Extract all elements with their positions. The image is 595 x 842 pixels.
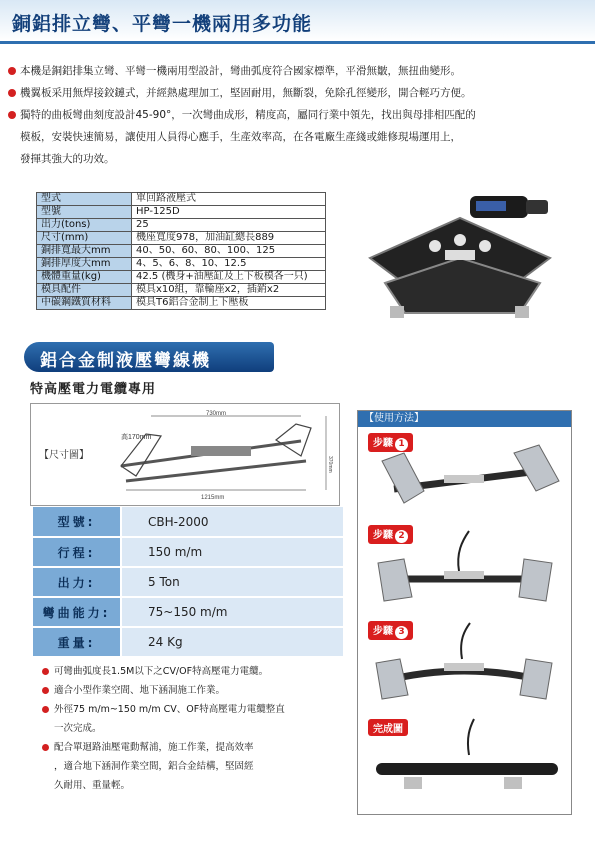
spec-key: 型號: bbox=[33, 507, 121, 537]
spec-table-cbh2000 bbox=[33, 507, 343, 658]
feature-list bbox=[6, 60, 591, 170]
spec-row bbox=[37, 245, 326, 258]
spec-value: 5 Ton bbox=[121, 567, 343, 597]
spec-row bbox=[37, 232, 326, 245]
feature-item-continued: 模板，安裝快速簡易，讓使用人員得心應手，生產效率高，在各電廠生產綫或維修現場運用上， bbox=[20, 131, 461, 143]
roller-bracket-shape bbox=[520, 659, 552, 699]
spec-row bbox=[37, 206, 326, 219]
feature-item: 適合小型作業空間、地下涵洞施工作業。 bbox=[40, 681, 340, 700]
spec-key: 重量: bbox=[33, 627, 121, 657]
pin-shape bbox=[429, 240, 441, 252]
step-badge: 步驟 3 bbox=[368, 621, 413, 640]
foot-shape bbox=[515, 306, 529, 318]
spec-key: 型式 bbox=[37, 193, 132, 206]
spec-row bbox=[37, 271, 326, 284]
spec-key: 中碳鋼鐵質材料 bbox=[37, 297, 132, 310]
feature-item-continued: 久耐用、重量輕。 bbox=[54, 780, 131, 791]
feature-item-continued: 一次完成。 bbox=[54, 723, 102, 734]
spec-key: 模具配件 bbox=[37, 284, 132, 297]
spec-row bbox=[33, 537, 343, 567]
spec-row bbox=[33, 627, 343, 657]
feature-item: 配合單迴路油壓電動幫浦，施工作業，提高效率 bbox=[40, 738, 340, 757]
spec-value: HP-125D bbox=[132, 206, 326, 219]
spec-key: 出力: bbox=[33, 567, 121, 597]
step-2 bbox=[364, 523, 566, 609]
cable-shape bbox=[384, 671, 546, 681]
cylinder-label-shape bbox=[476, 201, 506, 211]
feature-item-continued: 發揮其強大的功效。 bbox=[20, 153, 115, 165]
frame-bar-shape bbox=[126, 461, 306, 481]
bullet-dot-icon bbox=[42, 744, 49, 751]
dim-length-text: 1215mm bbox=[201, 495, 225, 501]
step-3 bbox=[364, 619, 566, 705]
bender-machine-image bbox=[350, 188, 575, 328]
feature-item-continued: ，適合地下涵洞作業空間，鋁合金結構，堅固經 bbox=[54, 761, 254, 772]
step-complete bbox=[364, 717, 566, 803]
bullet-dot-icon bbox=[42, 687, 49, 694]
spec-key: 行程: bbox=[33, 537, 121, 567]
die-block-shape bbox=[445, 250, 475, 260]
feature-item: 可彎曲弧度長1.5M以下之CV/OF特高壓電力電纜。 bbox=[40, 662, 340, 681]
dim-width-text: 730mm bbox=[206, 411, 227, 417]
spec-row bbox=[33, 597, 343, 627]
dimension-drawing bbox=[91, 406, 339, 504]
roller-bracket-shape bbox=[276, 424, 311, 456]
feature-list-2 bbox=[40, 662, 340, 795]
spec-row bbox=[37, 297, 326, 310]
spec-key: 出力(tons) bbox=[37, 219, 132, 232]
roller-bracket-shape bbox=[378, 559, 412, 601]
step-badge: 完成圖 bbox=[368, 719, 408, 736]
spec-value: 24 Kg bbox=[121, 627, 343, 657]
step-badge: 步驟 2 bbox=[368, 525, 413, 544]
spec-value: 42.5 (機身+油壓缸及上下板模各一只) bbox=[132, 271, 326, 284]
bullet-dot-icon bbox=[8, 111, 16, 119]
spec-row bbox=[33, 507, 343, 537]
bullet-dot-icon bbox=[42, 668, 49, 675]
spec-key: 銅排寬最大mm bbox=[37, 245, 132, 258]
spec-key: 機體重量(kg) bbox=[37, 271, 132, 284]
section-title: 鋁合金制液壓彎線機 bbox=[40, 351, 211, 371]
dim-height-text: 高170mm bbox=[121, 434, 152, 441]
spec-row bbox=[37, 193, 326, 206]
hose-shape bbox=[468, 719, 474, 755]
bullet-dot-icon bbox=[42, 706, 49, 713]
spec-value: 模具T6鋁合金制上下壓板 bbox=[132, 297, 326, 310]
spec-value: 單回路液壓式 bbox=[132, 193, 326, 206]
roller-bracket-shape bbox=[382, 453, 424, 503]
hose-shape bbox=[461, 623, 470, 659]
foot-shape bbox=[390, 306, 404, 318]
roller-bracket-shape bbox=[376, 659, 408, 699]
feature-item: 本機是銅鋁排集立彎、平彎一機兩用型設計，彎曲弧度符合國家標準，平滑無皺，無扭曲變形。 bbox=[6, 60, 591, 82]
feature-item: 獨特的曲板彎曲刻度設計45-90°，一次彎曲成形，精度高，屬同行業中領先，找出與母排相匹配的 bbox=[6, 104, 591, 126]
step-badge: 步驟 1 bbox=[368, 433, 413, 452]
section-subtitle: 特高壓電力電纜專用 bbox=[30, 382, 157, 397]
dim-depth-text: 370mm bbox=[327, 456, 333, 473]
feature-item: 外徑75 m/m~150 m/m CV、OF特高壓電力電纜整直 bbox=[40, 700, 340, 719]
spec-value: 40、50、60、80、100、125 bbox=[132, 245, 326, 258]
spec-value: 150 m/m bbox=[121, 537, 343, 567]
pin-shape bbox=[479, 240, 491, 252]
cylinder-shape bbox=[191, 446, 251, 456]
cylinder-shape bbox=[444, 663, 484, 671]
spec-key: 尺寸(mm) bbox=[37, 232, 132, 245]
spec-value: 75~150 m/m bbox=[121, 597, 343, 627]
cylinder-end-shape bbox=[526, 200, 548, 214]
roller-bracket-shape bbox=[514, 445, 559, 491]
spec-key: 銅排厚度大mm bbox=[37, 258, 132, 271]
spec-key: 彎曲能力: bbox=[33, 597, 121, 627]
spec-table-hp125d bbox=[36, 192, 326, 310]
cylinder-shape bbox=[444, 571, 484, 579]
spec-key: 型號 bbox=[37, 206, 132, 219]
spec-value: CBH-2000 bbox=[121, 507, 343, 537]
usage-panel bbox=[357, 410, 572, 815]
spec-value: 模具x10組，靠輪座x2，插銷x2 bbox=[132, 284, 326, 297]
spec-row bbox=[37, 284, 326, 297]
spec-row bbox=[37, 258, 326, 271]
page-title: 銅鋁排立彎、平彎一機兩用多功能 bbox=[12, 13, 313, 35]
feature-item: 機翼板采用無焊接鉸鏈式，并經熱處理加工，堅固耐用，無斷裂，免除孔徑變形，開合輕巧方便。 bbox=[6, 82, 591, 104]
foot-shape bbox=[504, 777, 522, 789]
dimension-label: 【尺寸圖】 bbox=[39, 450, 89, 461]
foot-shape bbox=[404, 777, 422, 789]
spec-row bbox=[37, 219, 326, 232]
spec-row bbox=[33, 567, 343, 597]
usage-title: 【使用方法】 bbox=[358, 411, 571, 427]
dimension-diagram bbox=[30, 403, 340, 506]
bullet-dot-icon bbox=[8, 67, 16, 75]
bullet-dot-icon bbox=[8, 89, 16, 97]
spec-value: 4、5、6、8、10、12.5 bbox=[132, 258, 326, 271]
pin-shape bbox=[454, 234, 466, 246]
spec-value: 機座寬度978，加油缸總長889 bbox=[132, 232, 326, 245]
cylinder-shape bbox=[444, 475, 484, 483]
step-1 bbox=[364, 431, 566, 517]
roller-bracket-shape bbox=[519, 559, 552, 601]
hose-shape bbox=[458, 531, 469, 571]
spec-value: 25 bbox=[132, 219, 326, 232]
